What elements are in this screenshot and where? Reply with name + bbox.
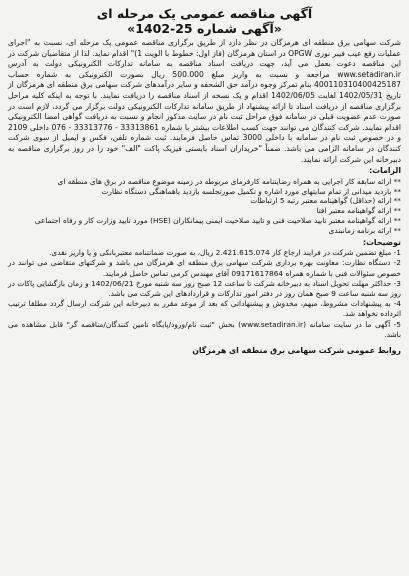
requirement-item: ** ارائه (حداقل) گواهینامه معتبر رتبه 5 ارتباطات bbox=[250, 196, 401, 206]
publisher-signature: روابط عمومی شرکت سهامی برق منطقه ای هرمزگان bbox=[192, 345, 401, 355]
note-item: 5- آگهی ما در سایت سامانه (www.setadiran.ir) بخش "ثبت نام/ورود/پایگاه تامین کنندگان/مناقصه گر" قابل مشاهده می باشد. bbox=[8, 319, 401, 339]
note-item: 1- مبلغ تضمین شرکت در فرایند ارجاع کار 2.421.615.074 ریال، به صورت ضمانتنامه معتبربانکی و یا واریز نقدی. bbox=[49, 248, 401, 258]
requirement-item: ** ارائه گواهینامه معتبر تایید صلاحیت فنی و تایید صلاحیت ایمنی پیمانکاران (HSE) مورد تایید وزارت کار و رفاه اجتماعی bbox=[34, 215, 401, 225]
requirement-item: ** بازدید میدانی از تمام سایتهای مورد اشاره و تکمیل صورتجلسه بازدید باهماهنگی دستگاه نظارت bbox=[101, 186, 401, 196]
note-item: 2- دستگاه نظارت: معاونت بهره برداری شرکت سهامی برق منطقه ای هرمزگان می باشد و شرکتهای متقاضی می توانند در خصوص سئوالات فنی با شماره همراه 09171617864 آقای مهندس کرمی تماس حاصل فرمایند. bbox=[8, 258, 401, 278]
notice-body-paragraph: شرکت سهامی برق منطقه ای هرمزگان در نظر دارد از طریق برگزاری مناقصه عمومی یک مرحله ای، نسبت به "اجرای عملیات رفع عیب فیبر نوری OPGW در استان هرمزگان (فاز اول: خطوط با الویت 1)" اقدام نماید. لذا از متقاضیان شرکت در این مناقصه دعوت بعمل می آید، جهت دریافت اسناد مناقصه به سامانه تدارکات الکترونیکی دولت به آدرس www.setadiran.ir مراجعه و نسبت به واریز مبلغ 500.000 ریال بصورت الکترونیکی به شماره حساب 400110310400425187 بنام تمرکز وجوه درآمد حق الشحفه و سایر درآمدهای شرکت سهامی برق منطقه ای هرمزگان از تاریخ 1402/05/31 لغایت 1402/06/05 اقدام و یک نسخه از اسناد مناقصه را دریافت نمایند. با توجه به اینکه کلیه مراحل برگزاری مناقصه از دریافت اسناد تا ارائه پیشنهاد از طریق سامانه تدارکات الکترونیکی دولت برگزار می گردد، لازم است در صورت عدم عضویت قبلی در سامانه فوق مراحل ثبت نام در سایت مذکور انجام و نسبت به دریافت گواهی امضا الکترونیکی اقدام نمایند. شرکت کنندگان می توانند جهت کسب اطلاعات بیشتر با شماره 33313861 - 33313776 - 076 داخلی 2109 و در خصوص ثبت نام در سامانه با داخلی 3000 تماس حاصل فرمایند. ثبت شماره تلفن، فکس و ایمیل از سوی شرکت کنندگان در سامانه الزامی می باشد. ضمناً "خریداران اسناد بایستی فیزیک پاکت "الف" خود را در روز برگزاری مناقصه به دبیرخانه این شرکت ارائه نمایند. bbox=[8, 38, 402, 164]
notice-number: «آگهی شماره 25-1402» bbox=[127, 21, 282, 36]
requirement-item: ** ارائه سابقه کار اجرایی به همراه رضایتنامه کارفرمای مربوطه در زمینه موضوع مناقصه در برق های منطقه ای bbox=[57, 176, 401, 186]
notice-title: آگهی مناقصه عمومی یک مرحله ای bbox=[96, 6, 313, 21]
note-item: 4- به پیشنهادات مشروط، مبهم، مخدوش و پیشنهاداتی که بعد از موعد مقرر به دبیرخانه این شرکت ارسال گردد مطلقا ترتیب اثرداده نخواهد شد. bbox=[8, 299, 401, 319]
requirement-item: ** ارائه برنامه زمانبندی bbox=[328, 225, 401, 235]
note-item: 3- حداکثر مهلت تحویل اسناد به دبیرخانه شرکت تا ساعت 12 صبح روز سه شنبه مورخ 1402/06/21 و زمان بازگشایی پاکات در روز سه شنبه ساعت 9 صبح همان روز در دفتر امور تدارکات و قراردادهای این شرکت می باشد. bbox=[8, 278, 401, 298]
requirements-heading: الزامات: bbox=[369, 166, 401, 176]
notes-heading: توضیحات: bbox=[362, 237, 401, 247]
requirement-item: ** ارائه گواهینامه معتبر افتا bbox=[316, 206, 401, 216]
